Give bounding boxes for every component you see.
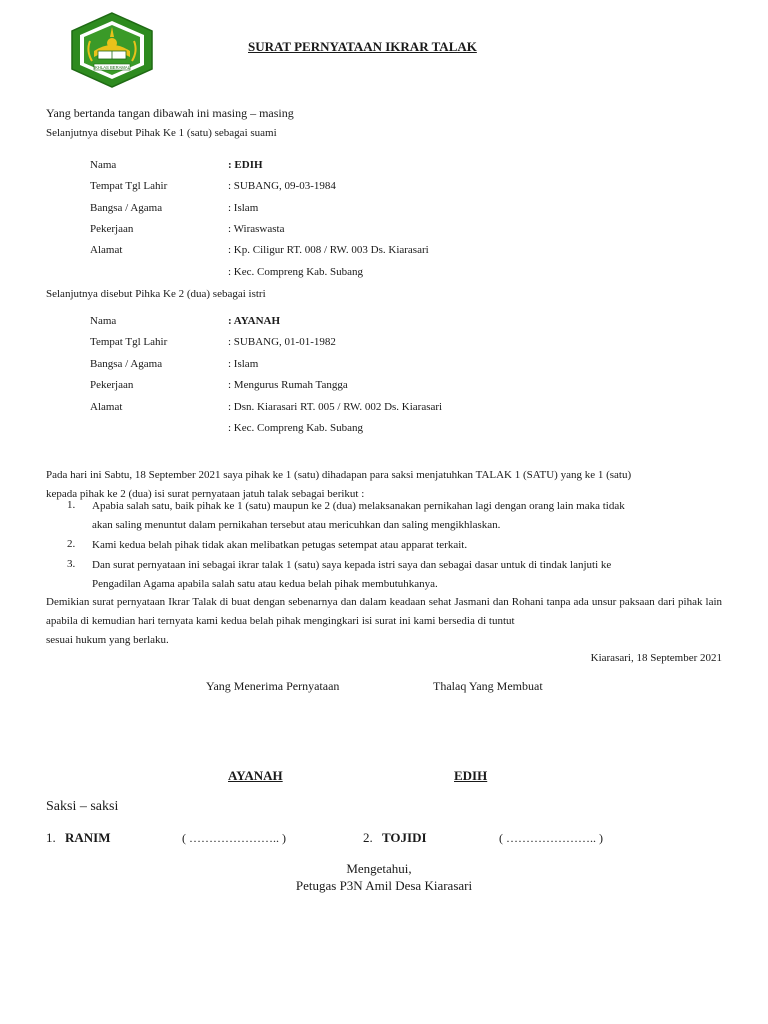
statement-line-2: kepada pihak ke 2 (dua) isi surat pernyataan jatuh talak sebagai berikut :	[46, 488, 365, 500]
witness-1-signature: ( ………………….. )	[182, 831, 286, 845]
acknowledge-line-1	[0, 861, 768, 877]
intro-line-1: Yang bertanda tangan dibawah ini masing – masing	[46, 106, 294, 120]
item-2-line-1: Kami kedua belah pihak tidak akan melibatkan petugas setempat atau apparat terkait.	[92, 539, 468, 551]
acknowledge-text-1: Mengetahui,	[346, 861, 412, 876]
party2-value-name: : AYANAH	[228, 315, 281, 327]
item-1-line-1: Apabia salah satu, baik pihak ke 1 (satu) maupun ke 2 (dua) melaksanakan pernikahan lagi dengan orang lain maka tidak	[92, 500, 625, 512]
witness-2-name: TOJIDI	[382, 830, 427, 845]
item-number: 3.	[67, 558, 76, 570]
party1-value-name: : EDIH	[228, 159, 263, 171]
witness-1-name: RANIM	[65, 830, 111, 845]
party1-value-job: : Wiraswasta	[228, 223, 285, 235]
item-3-line-1: Dan surat pernyataan ini sebagai ikrar talak 1 (satu) saya kepada istri saya dan sebagai dasar untuk di tindak lanjuti ke	[92, 559, 612, 571]
acknowledge-text-2: Petugas P3N Amil Desa Kiarasari	[295, 878, 473, 893]
party2-label-birth: Tempat Tgl Lahir	[90, 336, 168, 348]
closing-paragraph	[46, 593, 722, 650]
statement-line-1: Pada hari ini Sabtu, 18 September 2021 saya pihak ke 1 (satu) dihadapan para saksi menjatuhkan TALAK 1 (SATU) yang ke 1 (satu)	[46, 469, 632, 481]
closing-line-2: paksaan dari pihak lain apabila di kemudian hari ternyata kami kedua belah pihak mengingkari isi surat ini kami bersedia di tuntut	[46, 596, 723, 627]
list-item	[92, 497, 722, 535]
party1-value-religion: : Islam	[228, 202, 259, 214]
party2-value-address: : Dsn. Kiarasari RT. 005 / RW. 002 Ds. Kiarasari	[228, 401, 443, 413]
signature-right-name: EDIH	[454, 768, 488, 783]
signature-right-label: Thalaq Yang Membuat	[433, 679, 543, 693]
item-1-line-2: akan saling menuntut dalam pernikahan tersebut atau mericuhkan dan saling mengikhlaskan.	[92, 519, 501, 531]
party2-intro: Selanjutnya disebut Pihka Ke 2 (dua) sebagai istri	[46, 288, 266, 300]
intro-line-2: Selanjutnya disebut Pihak Ke 1 (satu) sebagai suami	[46, 127, 277, 139]
party2-label-job: Pekerjaan	[90, 379, 134, 391]
party1-label-job: Pekerjaan	[90, 223, 134, 235]
party1-label-address: Alamat	[90, 244, 123, 256]
logo-motto: IKHLAS BERAMAL	[93, 65, 131, 70]
party2-value-birth: : SUBANG, 01-01-1982	[228, 336, 336, 348]
party1-value-birth: : SUBANG, 09-03-1984	[228, 180, 336, 192]
witness-1-number: 1.	[46, 830, 56, 845]
witness-2-signature: ( ………………….. )	[499, 831, 603, 845]
item-3-line-2: Pengadilan Agama apabila salah satu atau kedua belah pihak membutuhkanya.	[92, 578, 438, 590]
item-number: 2.	[67, 538, 76, 550]
party2-label-religion: Bangsa / Agama	[90, 358, 163, 370]
list-item	[92, 556, 722, 594]
witness-2-number: 2.	[363, 830, 373, 845]
item-number: 1.	[67, 499, 76, 511]
party1-label-birth: Tempat Tgl Lahir	[90, 180, 168, 192]
acknowledge-line-2	[0, 878, 768, 894]
witnesses-title: Saksi – saksi	[46, 799, 119, 814]
signature-left-label: Yang Menerima Pernyataan	[206, 679, 340, 693]
party1-label-religion: Bangsa / Agama	[90, 202, 163, 214]
list-item	[92, 536, 722, 555]
party2-label-name: Nama	[90, 315, 117, 327]
closing-line-3: sesuai hukum yang berlaku.	[46, 634, 169, 646]
closing-line-1: Demikian surat pernyataan Ikrar Talak di buat dengan sebenarnya dan dalam keadaan sehat Jasmani dan Rohani tanpa ada unsur	[46, 596, 617, 608]
signature-left-name: AYANAH	[228, 768, 283, 783]
party1-value-address-2: : Kec. Compreng Kab. Subang	[228, 266, 364, 278]
party2-value-religion: : Islam	[228, 358, 259, 370]
party2-value-job: : Mengurus Rumah Tangga	[228, 379, 348, 391]
document-title: SURAT PERNYATAAN IKRAR TALAK	[248, 39, 477, 54]
ministry-logo	[68, 11, 156, 89]
party2-label-address: Alamat	[90, 401, 123, 413]
party1-label-name: Nama	[90, 159, 117, 171]
party1-value-address: : Kp. Ciligur RT. 008 / RW. 003 Ds. Kiarasari	[228, 244, 429, 256]
party2-value-address-2: : Kec. Compreng Kab. Subang	[228, 422, 364, 434]
place-date: Kiarasari, 18 September 2021	[590, 652, 722, 664]
